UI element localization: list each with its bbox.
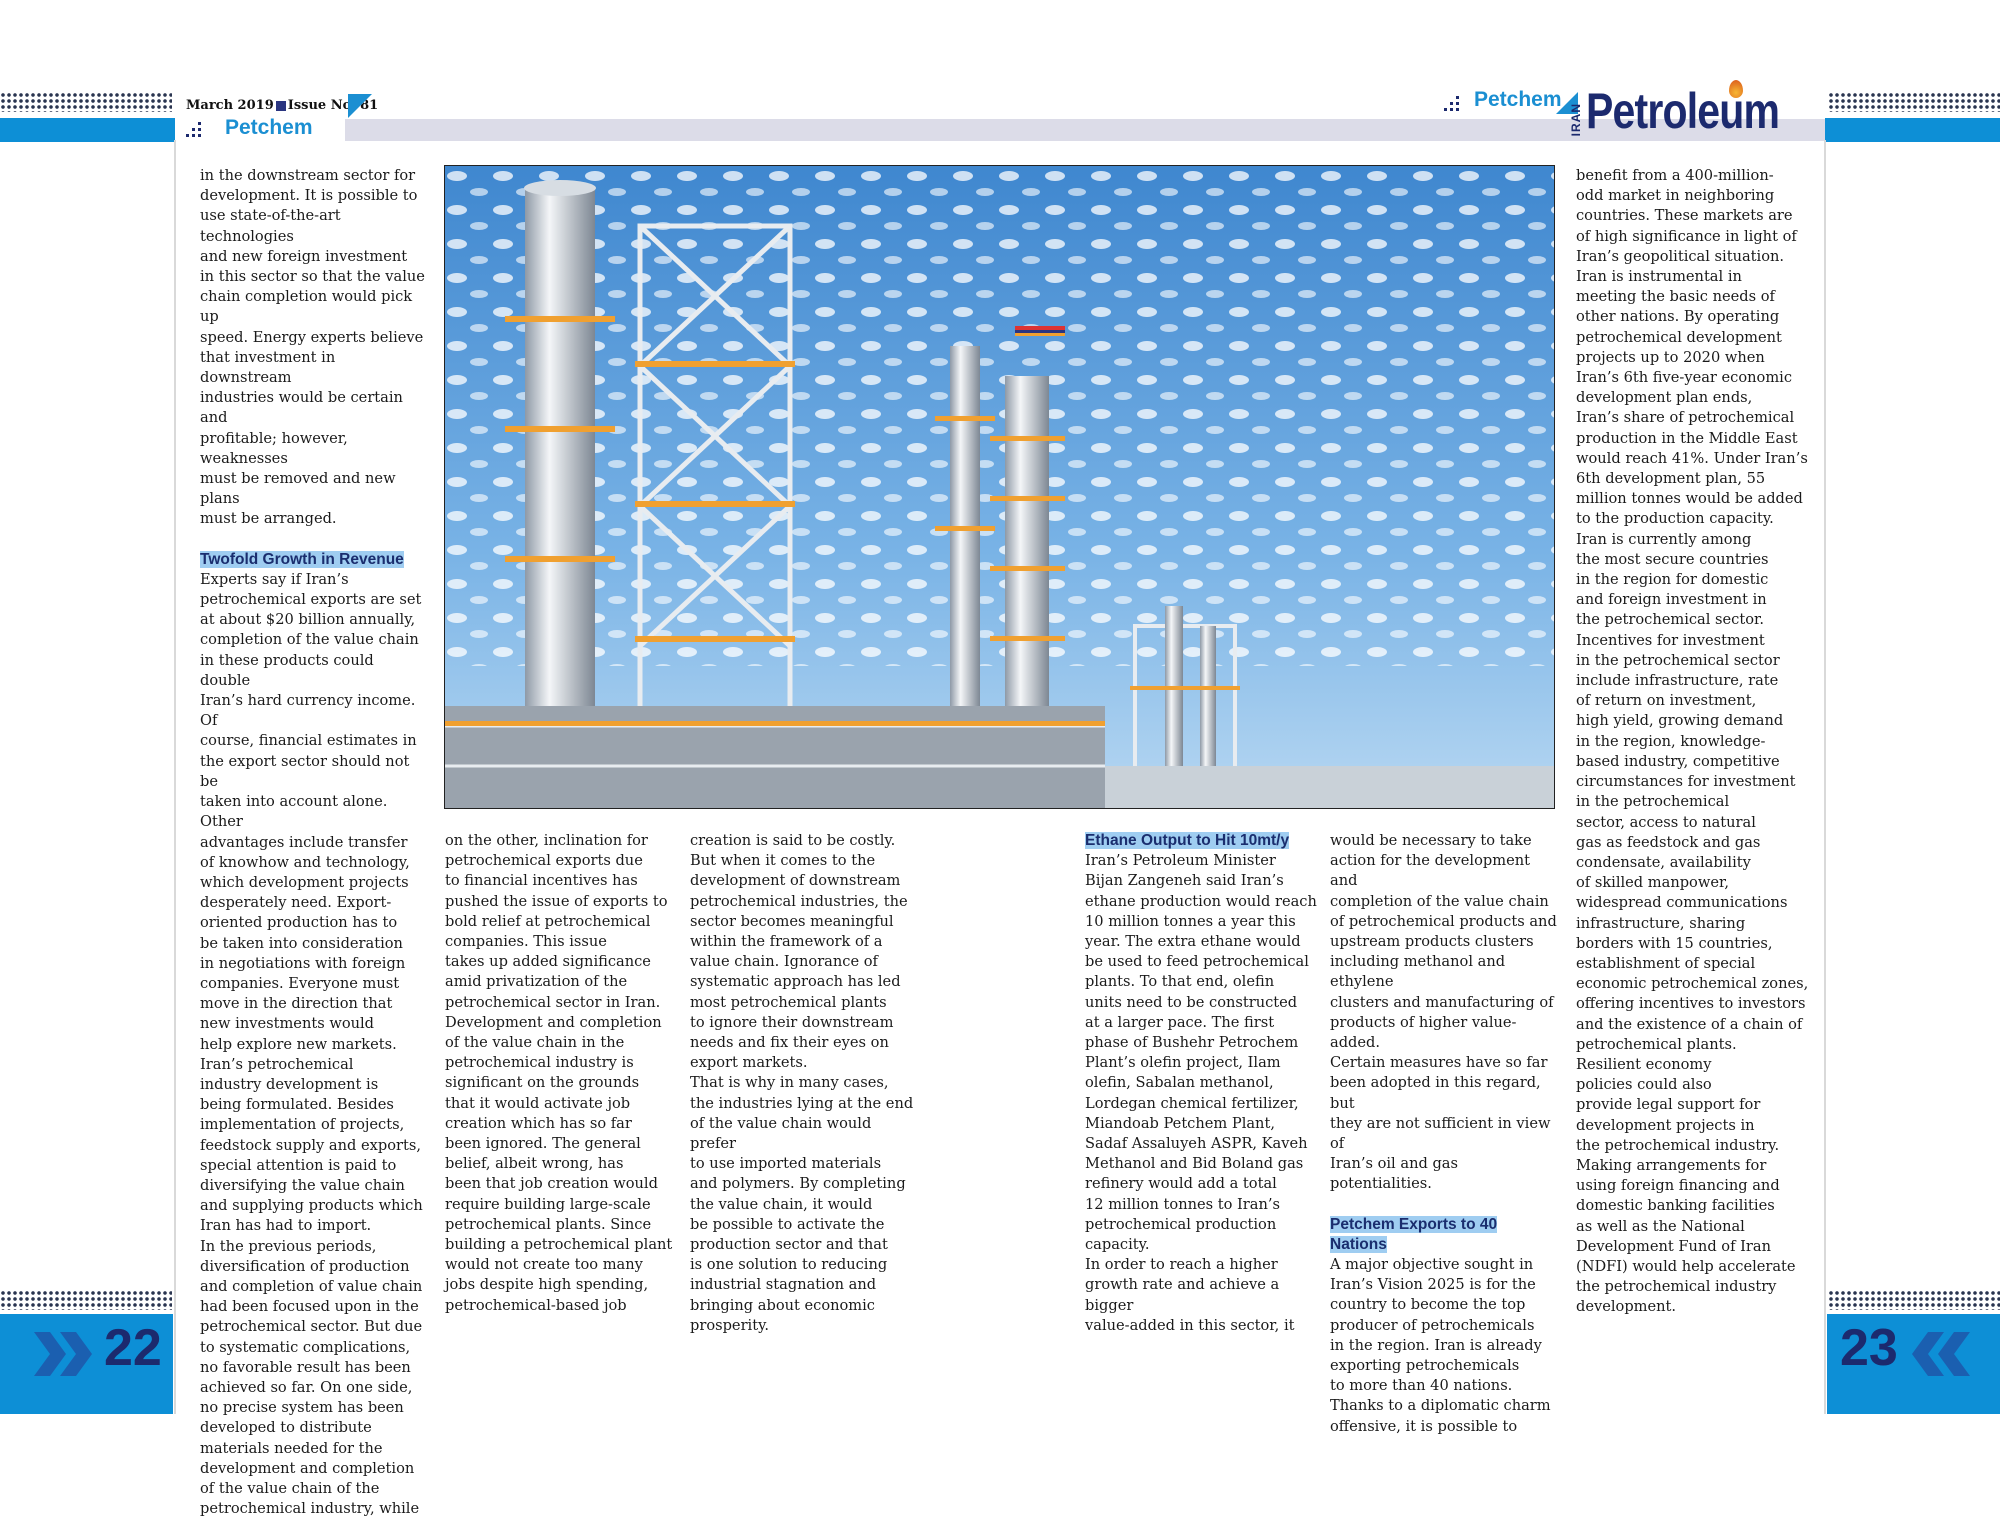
magazine-logo: [1569, 83, 1822, 139]
issue-number: Issue No. 81: [287, 98, 379, 113]
column-3: [690, 831, 920, 1336]
page-number-right: 23: [1840, 1319, 1898, 1377]
column-6-body: benefit from a 400-million- odd market in neighboring countries. These markets are of high significance in light of Iran’s geopolitical situation. Iran is instrumental in meeting the basic needs of other nations. By operating petrochemical development projects up to 2020 when Iran’s 6th five-year economic development plan ends, Iran’s share of petrochemical production in the Middle East would reach 41%. Under Iran’s 6th development plan, 55 million tonnes would be added to the production capacity. Iran is currently among the most secure countries in the region for domestic and foreign investment in the petrochemical sector. Incentives for investment in the petrochemical sector include infrastructure, rate of return on investment, high yield, growing demand in the region, knowledge- based industry, competitive circumstances for investment in the petrochemical sector, access to natural gas as feedstock and gas condensate, availability of skilled manpower, widespread communications infrastructure, sharing borders with 15 countries, establishment of special economic petrochemical zones, offering incentives to investors and the existence of a chain of petrochemical plants. Resilient economy policies could also provide legal support for development projects in the petrochemical industry. Making arrangements for using foreign financing and domestic banking facilities as well as the National Development Fund of Iran (NDFI) would help accelerate the petrochemical industry development.: [1576, 167, 1809, 1316]
column-5-body: A major objective sought in Iran’s Vision 2025 is for the country to become the top producer of petrochemicals in the region. Iran is already exporting petrochemicals to more than 40 nations. Thanks to a diplomatic charm offensive, it is possible to: [1330, 1256, 1551, 1435]
signal-dots-icon: [182, 120, 204, 138]
page-edge-right: [1824, 140, 1826, 1414]
chevron-left-icon: [1912, 1330, 1976, 1378]
subheading-twofold-growth: Twofold Growth in Revenue: [200, 550, 404, 568]
logo-petroleum-text: Petroleum: [1586, 83, 1780, 139]
separator-square-icon: [276, 101, 286, 111]
section-title-left: Petchem: [225, 116, 313, 139]
chevron-right-icon: [34, 1330, 98, 1378]
subheading-ethane-output: Ethane Output to Hit 10mt/y: [1085, 832, 1290, 849]
date-text: March 2019: [186, 98, 274, 113]
column-3-body: creation is said to be costly. But when it comes to the development of downstream petrochemical industries, the sector becomes meaningful within the framework of a value chain. Ignorance of systematic approach has led most petrochemical plants to ignore their downstream needs and fix their eyes on export markets. That is why in many cases, the industries lying at the end of the value chain would prefer to use imported materials and polymers. By completing the value chain, it would be possible to activate the production sector and that is one solution to reducing industrial stagnation and bringing about economic prosperity.: [690, 832, 914, 1334]
page-edge-left: [174, 140, 176, 1414]
accent-bar-top-left: [0, 118, 175, 142]
subheading-petchem-exports: Petchem Exports to 40 Nations: [1330, 1215, 1498, 1253]
column-5: [1330, 831, 1562, 1437]
column-6: [1576, 166, 1812, 1318]
dot-pattern-top-left: [0, 92, 172, 112]
refinery-illustration: [445, 166, 1555, 809]
column-5-intro: would be necessary to take action for the development and completion of the value chain of petrochemical products and upstream products clusters including methanol and ethylene clusters and manufacturing of products of higher value-added. Certain measures have so far been adopted in this regard, but they are not sufficient in view of Iran’s oil and gas potentialities.: [1330, 832, 1557, 1193]
column-1-body: Experts say if Iran’s petrochemical exports are set at about $20 billion annually, completion of the value chain in these products could double Iran’s hard currency income. Of course, financial estimates in the export sector should not be taken into account alone. Other advantages include transfer of knowhow and technology, which development projects desperately need. Export- oriented production has to be taken into consideration in negotiations with foreign companies. Everyone must move in the direction that new investments would help explore new markets. Iran’s petrochemical industry development is being formulated. Besides implementation of projects, feedstock supply and exports, special attention is paid to diversifying the value chain and supplying products which Iran has had to import. In the previous periods, diversification of production and completion of value chain had been focused upon in the petrochemical sector. But due to systematic complications, no favorable result has been achieved so far. On one side, no precise system has been developed to distribute materials needed for the development and completion of the value chain of the petrochemical industry, while: [200, 570, 423, 1518]
column-4: [1085, 831, 1321, 1336]
section-title-right: Petchem: [1474, 88, 1562, 111]
column-2: [445, 831, 675, 1316]
dot-pattern-bottom-right: [1828, 1290, 2000, 1310]
signal-dots-icon-right: [1440, 94, 1462, 112]
logo-iran-text: IRAN: [1569, 102, 1584, 136]
column-1-intro: in the downstream sector for development. It is possible to use state-of-the-art technologies and new foreign investment in this sector so that the value chain completion would pick up speed. Energy experts believe that investment in downstream industries would be certain and profitable; however, weaknesses must be removed and new plans must be arranged.: [200, 167, 425, 528]
column-4-body: Iran’s Petroleum Minister Bijan Zangeneh said Iran’s ethane production would reach 10 million tonnes a year this year. The extra ethane would be used to feed petrochemical plants. To that end, olefin units need to be constructed at a larger pace. The first phase of Bushehr Petrochem Plant’s olefin project, Ilam olefin, Sabalan methanol, Lordegan chemical fertilizer, Miandoab Petchem Plant, Sadaf Assaluyeh ASPR, Kaveh Methanol and Bid Boland gas refinery would add a total 12 million tonnes to Iran’s petrochemical production capacity. In order to reach a higher growth rate and achieve a bigger value-added in this sector, it: [1085, 852, 1317, 1334]
column-1: [200, 166, 428, 1519]
refinery-photo: [444, 165, 1555, 809]
page-number-left: 22: [104, 1319, 162, 1377]
column-2-body: on the other, inclination for petrochemical exports due to financial incentives has pushed the issue of exports to bold relief at petrochemical companies. This issue takes up added significance amid privatization of the petrochemical sector in Iran. Development and completion of the value chain in the petrochemical industry is significant on the grounds that it would activate job creation which has so far been ignored. The general belief, albeit wrong, has been that job creation would require building large-scale petrochemical plants. Since building a petrochemical plant would not create too many jobs despite high spending, petrochemical-based job: [445, 832, 673, 1314]
dot-pattern-bottom-left: [0, 1290, 172, 1310]
dot-pattern-top-right: [1828, 92, 2000, 112]
accent-bar-top-right: [1825, 118, 2000, 142]
triangle-icon-left: [348, 94, 372, 118]
